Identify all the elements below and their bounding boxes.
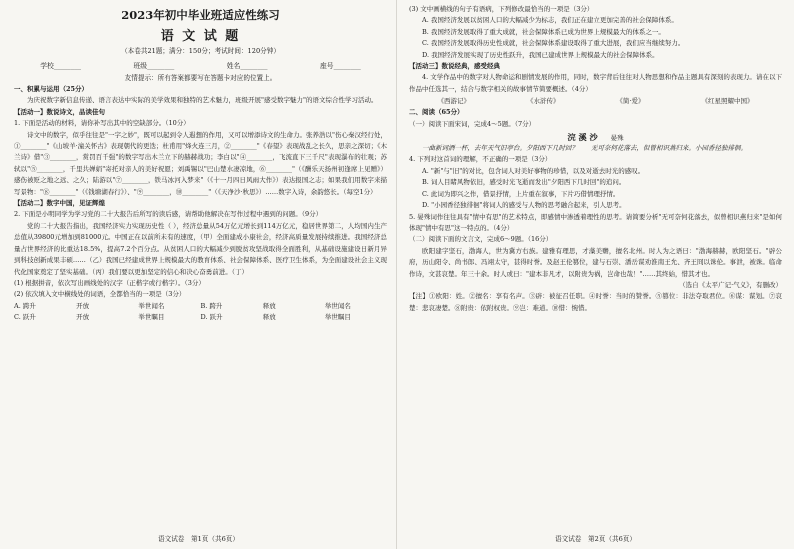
poem-author: 晏殊 xyxy=(610,134,624,143)
question-2-2: (2) 依次填入文中横线处的词语，全都恰当的一项是（3分） xyxy=(14,290,186,299)
field-seat: 座号________ xyxy=(319,62,361,70)
poem-title xyxy=(409,132,782,143)
question-5-option-b: B. 词人目睹风物依旧，感受时光飞逝而发出"夕阳西下几时回"的追问。 xyxy=(422,178,626,187)
book-2: 《水浒传》 xyxy=(526,97,560,106)
option-b-word-3: 举世闻名 xyxy=(324,301,351,310)
question-3-option-c: C. 我国经济发展取得历史性成就，社会保障体系建设取得了重大进展，我们应当继续努力。 xyxy=(422,39,685,48)
question-5-option-a: A. "新"与"旧"的对比，包含词人对美好事物的珍惜，以及对逝去时光的感叹。 xyxy=(422,166,645,175)
book-3: 《简·爱》 xyxy=(616,97,645,106)
field-school: 学校________ xyxy=(40,62,82,70)
question-2-passage: 党的二十大报告指出，我国经济实力实现历史性（ ），经济总量从54万亿元增长到114万亿元，稳居世界第二，人均国内生产总值从39800元增加到81000元。中国正在以前所未有的速度，（甲）全面建成小康社会，经济高质量发展持续推进。我国经济总量占世界经济的比重达18.5%，提高7.2个百分点。从贫困人口的大幅减少到脱贫攻坚战取得全面胜利，从基础设施建设日新月异到科技创新成果丰硕……（乙）我国已经建成世界上规模最大的教育体系、社会保障体系、医疗卫生体系，为全面建设社会主义现代化国家奠定了坚实基础。（丙）我们要以更加坚定的信心和决心奋勇前进。（丁） xyxy=(14,221,387,276)
question-4: 4. 文学作品中的数字对人物命运和剧情发展的作用，同时，数字背后往往对人物思想和作品主题具有深刻的表现力。请在以下作品中任选其一，结合与数字相关的故事情节简要概述。（4分） xyxy=(409,73,782,93)
question-5-option-d: D. "小园香径独徘徊"将词人的感受与人物的思考融合起来，引人思考。 xyxy=(422,201,626,210)
question-1: 1. 下面是活动的材料，请你补写出其中的空缺部分。（10分） xyxy=(14,119,190,128)
option-c-word-2: 开放 xyxy=(76,313,90,322)
page-number-left: 语文试卷 第1页（共6页） xyxy=(158,535,239,543)
exam-title: 2023年初中毕业班适应性练习 xyxy=(121,8,280,22)
option-d-word-3: 举世瞩目 xyxy=(324,313,351,322)
question-3-option-b: B. 我国经济发展取得了重大成就，社会保障体系已成为世界上规模最大的体系之一。 xyxy=(422,27,665,36)
field-class: 班级________ xyxy=(133,62,175,70)
question-3: (3) 文中画横线的句子有语病，下列修改最恰当的一项是（3分） xyxy=(409,5,594,13)
exam-subject: 语 文 试 题 xyxy=(160,29,241,44)
section-2-heading: 二、阅读（65分） xyxy=(409,108,464,117)
prose-source: （选自《太平广记·气义》，有删改） xyxy=(679,280,782,289)
question-5-option-c: C. 此词为即兴之作，借景抒情，上片重在叙事，下片巧借情理抒情。 xyxy=(422,189,620,198)
option-a-word-3: 举世闻名 xyxy=(138,301,165,310)
book-4: 《红星照耀中国》 xyxy=(701,97,754,106)
book-1: 《西游记》 xyxy=(437,97,470,106)
question-2: 2. 下面是小明同学为学习党的二十大报告后所写的读后感，请帮助他解决在写作过程中遇到的问题。（9分） xyxy=(14,210,323,219)
activity-1-heading: 【活动一】数说诗文，品读佳句 xyxy=(14,107,105,116)
reading-part-1: （一）阅读下面宋词，完成4～5题。（7分） xyxy=(409,119,536,128)
question-2-1: (1) 根据拼音，依次写出画线处的汉字（正楷字或行楷字）。（3分） xyxy=(14,278,205,287)
question-6: 5. 晏殊词作往往具有"情中有思"的艺术特点，即感情中渗透着理性的思考。请简要分析"无可奈何花落去，似曾相识燕归来"是如何体现"情中有思"这一特点的。（4分） xyxy=(409,212,782,232)
option-c-word-3: 举世瞩目 xyxy=(138,313,165,322)
question-3-option-a: A. 我国经济发展以贫困人口的大幅减少为标志，我们正在建立更加完善的社会保障体系。 xyxy=(422,16,678,25)
poem-text: 一曲新词酒一杯，去年天气旧亭台。夕阳西下几时回？ 无可奈何花落去，似曾相识燕归来。小园香径独徘徊。 xyxy=(422,144,747,153)
poem-title-text: 浣 溪 沙 xyxy=(567,132,598,143)
field-name: 姓名________ xyxy=(226,62,268,70)
option-d: D. 跃升 xyxy=(200,313,223,322)
option-d-word-2: 释放 xyxy=(262,313,276,322)
option-b-word-2: 释放 xyxy=(262,301,276,310)
option-a-word-2: 开放 xyxy=(76,301,90,310)
book-list xyxy=(409,95,782,107)
question-2-options-row-2 xyxy=(14,312,387,323)
exam-hint: 友情提示：所有答案都要写在答题卡对应的位置上。 xyxy=(124,74,277,82)
option-b: B. 跨升 xyxy=(200,301,223,310)
option-a: A. 跨升 xyxy=(14,301,36,310)
question-5: 4. 下列对这首词的理解，不正确的一项是（3分） xyxy=(409,155,552,164)
question-3-option-d: D. 我国经济发展实现了历史性跃升，我国已建成世界上规模最大的社会保障体系。 xyxy=(422,50,659,59)
section-1-intro: 为庆祝数字新信息传递、语言表达中实际的美学效果和独特的艺术魅力，班级开展"感受数字魅力"的语文综合性学习活动。 xyxy=(27,96,378,105)
right-page xyxy=(397,0,794,549)
question-2-options-row-1 xyxy=(14,301,387,312)
activity-3-heading: 【活动三】数说经典，感受经典 xyxy=(409,62,500,71)
page-number-right: 语文试卷 第2页（共6页） xyxy=(555,535,636,543)
option-c: C. 跃升 xyxy=(14,313,36,322)
prose-notes: 【注】①欧阳：姓。②擅名：享有名声。③辟：被征召任职。④时誉：当时的赞誉。⑤篡位：非法夺取君位。⑥谋：谋划。⑦哀楚：悲哀凄楚。⑧附贵：依附权贵。⑨岂：难道。⑩惜：惋惜。 xyxy=(409,292,782,312)
classical-prose: 欧阳建字坚石，渤海人，世为冀方右族。建雅有理思，才藻美赡，擅名北州。时人为之语曰："渤海赫赫，欧阳坚石。"辟公府，历山阳令、尚书郎、冯翊太守，甚得时誉。及赵王伦篡位，建与石崇、潘岳谋劝淮南王允、齐王冏以诛伦。事泄，被诛。临命作诗，文甚哀楚。年三十余。时人或曰："建本非凡才，以附贵为祸，岂命也哉！"……其终始，惜其才也。 xyxy=(409,246,782,278)
student-info-fields xyxy=(14,60,387,70)
activity-2-heading: 【活动二】数字中国，见证辉煌 xyxy=(14,199,105,208)
section-1-heading: 一、积累与运用（25分） xyxy=(14,85,89,93)
exam-note: （本卷共21题；满分：150分；考试时间：120分钟） xyxy=(121,47,280,55)
question-1-passage: 诗文中的数字，似乎往往是"一字之妙"，既可以起到令人遐想的作用，又可以增添诗文的生命力。张养浩以"伤心秦汉经行处，①________"《山坡羊·潼关怀古》表现朝代的更迭；杜甫用"烽火连三月，②________"《春望》表现战乱之长久，思亲之深切；《木兰诗》借"③________，赏罚百千强"的数字写出木兰立下的赫赫战功；李白以"④________，飞流直下三千尺"表现瀑布的壮观；苏轼以"⑤________，千里共婵娟"寄托对亲人的美好祝愿；刘禹锡以"巴山楚水凄凉地，⑥________"（《酬乐天扬州初逢席上见赠》）感伤被贬之地之远、之久；陆游以"⑦________，铁马冰河入梦来"（《十一月四日风雨大作》）表达报国之志；如果我们用数字来描写景物："⑧________"（《钱塘湖春行》）、"⑨________，⑩________"（《天净沙·秋思》）……数字入诗，余韵悠长。（每空1分） xyxy=(14,130,387,196)
reading-part-2: （二）阅读下面的文言文，完成6～9题。（16分） xyxy=(409,235,553,244)
